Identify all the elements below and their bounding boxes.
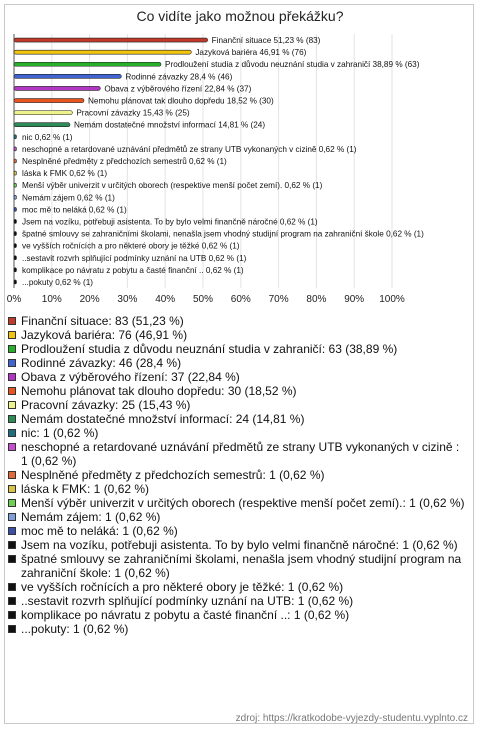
chart-legend — [8, 314, 468, 636]
bar-label: neschopné a retardované uznávání předmětů ze strany UTB vykonaných v cizině 0,62 % (1) — [22, 144, 357, 154]
legend-label: moc mě to neláká: 1 (0,62 %) — [21, 524, 178, 538]
x-tick-label: 70% — [268, 294, 289, 305]
legend-swatch — [8, 331, 16, 339]
legend-item — [8, 356, 468, 370]
legend-item — [8, 370, 468, 384]
legend-swatch — [8, 401, 16, 409]
x-tick-label: 100% — [379, 294, 405, 305]
bar — [14, 123, 70, 127]
bar-label: Finanční situace 51,23 % (83) — [211, 36, 321, 46]
bar — [14, 62, 161, 66]
bar-label: Rodinné závazky 28,4 % (46) — [125, 72, 233, 82]
bar-label: špatné smlouvy se zahraničními školami, nenašla jsem vhodný studijní program na zahraniční škole 0,62 % (1) — [22, 229, 424, 239]
legend-swatch — [8, 317, 16, 325]
bar — [14, 268, 17, 272]
legend-label: Obava z výběrového řízení: 37 (22,84 %) — [21, 370, 240, 384]
legend-label: Nemám dostatečné množství informací: 24 (14,81 %) — [21, 412, 305, 426]
bar — [14, 207, 17, 211]
legend-label: Rodinné závazky: 46 (28,4 %) — [21, 356, 182, 370]
legend-item — [8, 482, 468, 496]
bar — [14, 38, 208, 42]
bar — [14, 135, 17, 139]
legend-label: láska k FMK: 1 (0,62 %) — [21, 482, 150, 496]
legend-label: Prodloužení studia z důvodu neuznání studia v zahraničí: 63 (38,89 %) — [21, 342, 398, 356]
bar — [14, 244, 17, 248]
legend-label: špatné smlouvy se zahraničními školami, nenašla jsem vhodný studijní program na zahraniční škole: 1 (0,62 %) — [21, 552, 462, 580]
bar-label: Nemám zájem 0,62 % (1) — [22, 193, 115, 203]
legend-swatch — [8, 471, 16, 479]
legend-swatch — [8, 443, 16, 451]
legend-label: neschopné a retardované uznávání předmětů ze strany UTB vykonaných v cizině : 1 (0,62 %) — [21, 440, 460, 468]
bar-label: Jazyková bariéra 46,91 % (76) — [195, 48, 307, 58]
legend-label: Nemám zájem: 1 (0,62 %) — [21, 510, 161, 524]
bar — [14, 219, 17, 223]
bar-chart — [0, 0, 480, 310]
legend-item — [8, 580, 468, 594]
legend-swatch — [8, 527, 16, 535]
legend-label: ...pokuty: 1 (0,62 %) — [21, 622, 129, 636]
legend-label: Menší výběr univerzit v určitých oborech (respektive menší počet zemí).: 1 (0,62 %) — [21, 496, 465, 510]
legend-item — [8, 468, 468, 482]
legend-item — [8, 496, 468, 510]
legend-swatch — [8, 359, 16, 367]
x-tick-label: 30% — [117, 294, 138, 305]
bar-label: Obava z výběrového řízení 22,84 % (37) — [104, 84, 252, 94]
legend-item — [8, 552, 468, 580]
legend-label: Nesplněné předměty z předchozích semestrů: 1 (0,62 %) — [21, 468, 325, 482]
legend-swatch — [8, 499, 16, 507]
x-tick-label: 60% — [230, 294, 251, 305]
legend-swatch — [8, 513, 16, 521]
legend-item — [8, 622, 468, 636]
bar-label: láska k FMK 0,62 % (1) — [22, 169, 108, 179]
chart-title: Co vidíte jako možnou překážku? — [136, 8, 344, 24]
x-tick-label: 40% — [155, 294, 176, 305]
legend-label: Jazyková bariéra: 76 (46,91 %) — [21, 328, 188, 342]
bar-label: nic 0,62 % (1) — [22, 132, 73, 142]
legend-label: Finanční situace: 83 (51,23 %) — [21, 314, 184, 328]
bar-label: moc mě to neláká 0,62 % (1) — [22, 205, 127, 215]
bar-label: ve vyšších ročnících a pro některé obory je těžké 0,62 % (1) — [22, 241, 240, 251]
legend-item — [8, 510, 468, 524]
legend-item — [8, 538, 468, 552]
bar-label: Nemohu plánovat tak dlouho dopředu 18,52 % (30) — [88, 96, 274, 106]
legend-swatch — [8, 415, 16, 423]
legend-item — [8, 384, 468, 398]
bar-label: Nemám dostatečné množství informací 14,81 % (24) — [73, 120, 266, 130]
bar — [14, 183, 17, 187]
legend-swatch — [8, 625, 16, 633]
x-tick-label: 90% — [344, 294, 365, 305]
bar — [14, 232, 17, 236]
legend-label: Nemohu plánovat tak dlouho dopředu: 30 (18,52 %) — [21, 384, 297, 398]
legend-swatch — [8, 345, 16, 353]
legend-item — [8, 342, 468, 356]
bar — [14, 195, 17, 199]
x-tick-label: 0% — [6, 294, 22, 305]
bar-label: ...pokuty 0,62 % (1) — [22, 277, 93, 287]
bar — [14, 74, 121, 78]
legend-swatch — [8, 555, 16, 563]
legend-swatch — [8, 541, 16, 549]
legend-item — [8, 524, 468, 538]
bar — [14, 86, 100, 90]
legend-item — [8, 608, 468, 622]
x-tick-label: 20% — [79, 294, 100, 305]
bar-label: Jsem na vozíku, potřebuji asistenta. To by bylo velmi finančně náročné 0,62 % (1) — [22, 217, 318, 227]
bar-label: ..sestavit rozvrh splňující podmínky uznání na UTB 0,62 % (1) — [22, 253, 247, 263]
source-note: zdroj: https://kratkodobe-vyjezdy-studentu.vyplnto.cz — [235, 713, 468, 724]
legend-swatch — [8, 429, 16, 437]
bar — [14, 147, 17, 151]
legend-label: ve vyšších ročnících a pro některé obory je těžké: 1 (0,62 %) — [21, 580, 344, 594]
legend-item — [8, 398, 468, 412]
bar-label: Prodloužení studia z důvodu neuznání studia v zahraničí 38,89 % (63) — [165, 60, 420, 70]
legend-label: ..sestavit rozvrh splňující podmínky uznání na UTB: 1 (0,62 %) — [21, 594, 354, 608]
legend-swatch — [8, 583, 16, 591]
legend-label: Pracovní závazky: 25 (15,43 %) — [21, 398, 191, 412]
bar — [14, 99, 84, 103]
legend-item — [8, 426, 468, 440]
x-tick-label: 80% — [306, 294, 327, 305]
legend-item — [8, 594, 468, 608]
bar — [14, 111, 72, 115]
bar-label: Menší výběr univerzit v určitých oborech (respektive menší počet zemí). 0,62 % (1) — [22, 181, 323, 191]
legend-item — [8, 412, 468, 426]
bar — [14, 171, 17, 175]
bar-label: Pracovní závazky 15,43 % (25) — [76, 108, 190, 118]
legend-swatch — [8, 485, 16, 493]
x-tick-label: 50% — [192, 294, 214, 305]
legend-swatch — [8, 597, 16, 605]
legend-item — [8, 328, 468, 342]
bar-label: komplikace po návratu z pobytu a časté finanční .. 0,62 % (1) — [22, 265, 244, 275]
legend-item — [8, 314, 468, 328]
legend-swatch — [8, 611, 16, 619]
bar — [14, 159, 17, 163]
bar — [14, 50, 191, 54]
legend-swatch — [8, 373, 16, 381]
bar — [14, 280, 17, 284]
legend-label: komplikace po návratu z pobytu a časté finanční ..: 1 (0,62 %) — [21, 608, 350, 622]
bar-label: Nesplněné předměty z předchozích semestrů 0,62 % (1) — [22, 157, 227, 166]
legend-label: Jsem na vozíku, potřebuji asistenta. To by bylo velmi finančně náročné: 1 (0,62 %) — [21, 538, 458, 552]
x-tick-label: 10% — [41, 294, 62, 305]
legend-label: nic: 1 (0,62 %) — [21, 426, 99, 440]
legend-item — [8, 440, 468, 468]
legend-swatch — [8, 387, 16, 395]
bar — [14, 256, 17, 260]
